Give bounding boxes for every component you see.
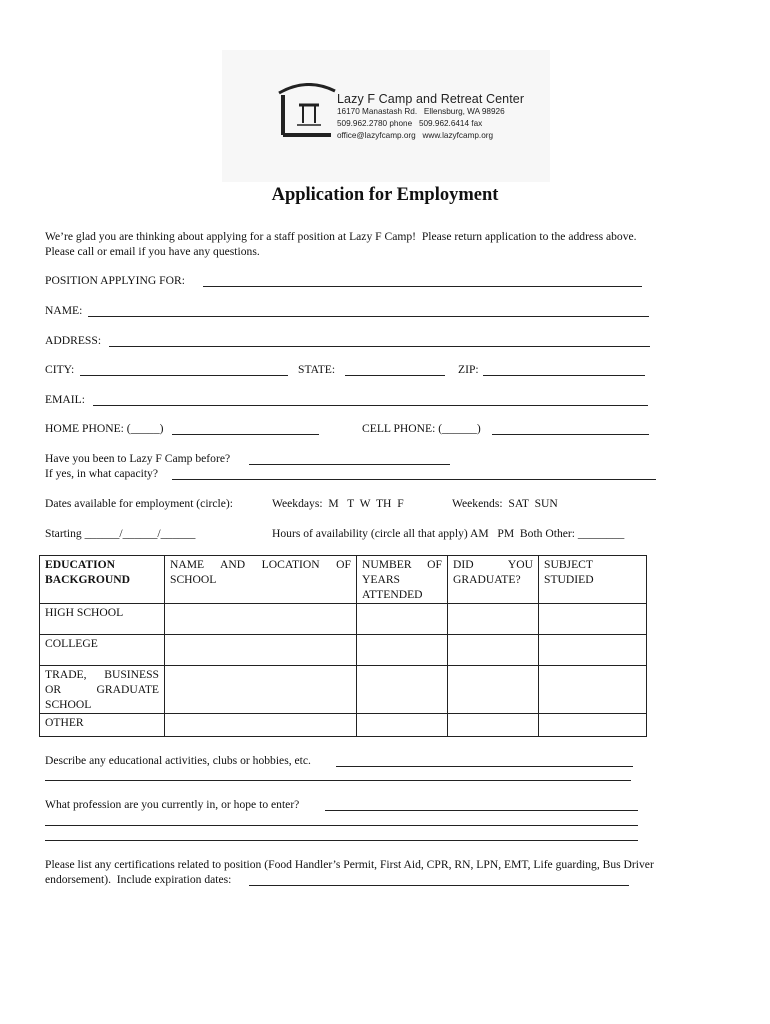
state-field[interactable] — [345, 375, 445, 376]
table-header-cell: NUMBER OF YEARS ATTENDED — [357, 556, 448, 604]
table-input-cell[interactable] — [357, 635, 448, 666]
table-input-cell[interactable] — [165, 666, 357, 714]
table-input-cell[interactable] — [539, 635, 647, 666]
city-field[interactable] — [80, 375, 288, 376]
capacity-label: If yes, in what capacity? — [45, 467, 158, 480]
table-input-cell[interactable] — [448, 635, 539, 666]
row-label-other: OTHER — [40, 714, 165, 737]
row-label-trade: TRADE, BUSINESS OR GRADUATE SCHOOL — [40, 666, 165, 714]
table-input-cell[interactable] — [448, 666, 539, 714]
intro-line-1: We’re glad you are thinking about applying for a staff position at Lazy F Camp! Please return application to the address above. — [45, 230, 637, 243]
table-input-cell[interactable] — [357, 604, 448, 635]
cell-phone-field[interactable] — [492, 434, 649, 435]
org-name: Lazy F Camp and Retreat Center — [337, 92, 525, 106]
profession-label: What profession are you currently in, or hope to enter? — [45, 798, 300, 811]
table-input-cell[interactable] — [539, 604, 647, 635]
hours-availability-options[interactable]: Hours of availability (circle all that apply) AM PM Both Other: ________ — [272, 527, 625, 540]
table-input-cell[interactable] — [448, 714, 539, 737]
profession-field-line-3[interactable] — [45, 840, 638, 841]
row-label-high-school: HIGH SCHOOL — [40, 604, 165, 635]
page-title: Application for Employment — [271, 185, 499, 205]
table-row — [40, 666, 647, 714]
activities-field[interactable] — [336, 766, 633, 767]
starting-date-field[interactable]: Starting ______/______/______ — [45, 527, 196, 540]
city-label: CITY: — [45, 363, 75, 376]
table-header-cell: NAME AND LOCATION OF SCHOOL — [165, 556, 357, 604]
capacity-field[interactable] — [172, 479, 656, 480]
email-label: EMAIL: — [45, 393, 85, 406]
education-table — [39, 555, 647, 737]
table-header-cell: EDUCATION BACKGROUND — [40, 556, 165, 604]
address-field[interactable] — [109, 346, 650, 347]
table-input-cell[interactable] — [165, 604, 357, 635]
table-input-cell[interactable] — [539, 666, 647, 714]
table-header-cell: SUBJECT STUDIED — [539, 556, 647, 604]
table-input-cell[interactable] — [539, 714, 647, 737]
activities-field-line-2[interactable] — [45, 780, 631, 781]
state-label: STATE: — [298, 363, 336, 376]
table-row — [40, 714, 647, 737]
been-before-field[interactable] — [249, 464, 450, 465]
org-web: office@lazyfcamp.org www.lazyfcamp.org — [337, 131, 494, 140]
position-field[interactable] — [203, 286, 642, 287]
home-phone-field[interactable] — [172, 434, 319, 435]
profession-field[interactable] — [325, 810, 638, 811]
intro-line-2: Please call or email if you have any questions. — [45, 245, 260, 258]
profession-field-line-2[interactable] — [45, 825, 638, 826]
table-row — [40, 635, 647, 666]
table-input-cell[interactable] — [165, 635, 357, 666]
table-row — [40, 604, 647, 635]
name-label: NAME: — [45, 304, 83, 317]
certifications-label-line-1: Please list any certifications related to position (Food Handler’s Permit, First Aid, CPR, RN, LPN, EMT, Life guarding, Bus Driver — [45, 858, 654, 871]
weekdays-options[interactable]: Weekdays: M T W TH F — [272, 497, 404, 510]
row-label-college: COLLEGE — [40, 635, 165, 666]
table-input-cell[interactable] — [357, 714, 448, 737]
position-label: POSITION APPLYING FOR: — [45, 274, 185, 287]
letterhead-text — [337, 92, 524, 142]
table-input-cell[interactable] — [448, 604, 539, 635]
address-label: ADDRESS: — [45, 334, 102, 347]
weekends-options[interactable]: Weekends: SAT SUN — [452, 497, 558, 510]
certifications-field[interactable] — [249, 885, 629, 886]
org-phone: 509.962.2780 phone 509.962.6414 fax — [337, 119, 483, 128]
home-phone-label: HOME PHONE: (_____) — [45, 422, 164, 435]
table-input-cell[interactable] — [165, 714, 357, 737]
email-field[interactable] — [93, 405, 648, 406]
camp-logo-icon — [273, 83, 341, 145]
org-address: 16170 Manastash Rd. Ellensburg, WA 98926 — [337, 107, 505, 116]
table-header-row — [40, 556, 647, 604]
table-header-cell: DID YOU GRADUATE? — [448, 556, 539, 604]
certifications-label-line-2: endorsement). Include expiration dates: — [45, 873, 232, 886]
zip-label: ZIP: — [458, 363, 479, 376]
cell-phone-label: CELL PHONE: (______) — [362, 422, 481, 435]
zip-field[interactable] — [483, 375, 645, 376]
dates-available-label: Dates available for employment (circle): — [45, 497, 233, 510]
activities-label: Describe any educational activities, clubs or hobbies, etc. — [45, 754, 311, 767]
name-field[interactable] — [88, 316, 649, 317]
been-before-label: Have you been to Lazy F Camp before? — [45, 452, 231, 465]
table-input-cell[interactable] — [357, 666, 448, 714]
